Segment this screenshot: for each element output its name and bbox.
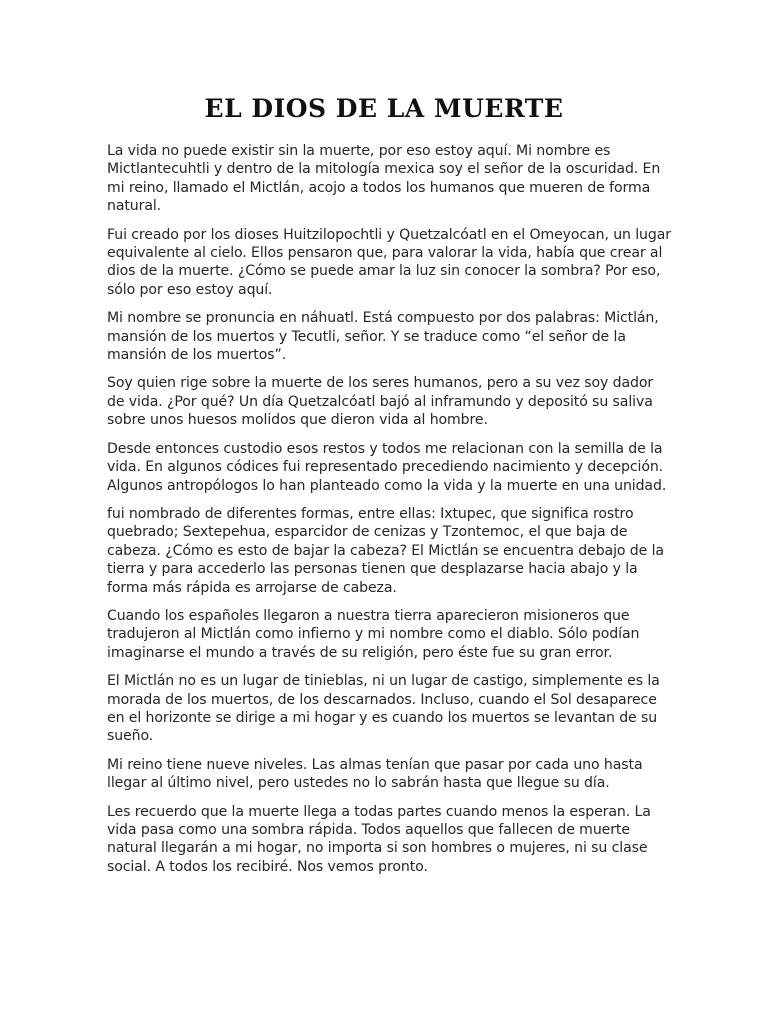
paragraph: fui nombrado de diferentes formas, entre ellas: Ixtupec, que significa rostro quebrado; Sextepehua, esparcidor de cenizas y Tzontemoc, el que baja de cabeza. ¿Cómo es esto de bajar la cabeza? El Mictlán se encuentra debajo de la tierra y para accederlo las personas tienen que desplazarse hacia abajo y la forma más rápida es arrojarse de cabeza. — [107, 505, 664, 596]
paragraph: Fui creado por los dioses Huitzilopochtli y Quetzalcóatl en el Omeyocan, un lugar equivalente al cielo. Ellos pensaron que, para valorar la vida, había que crear al dios de la muerte. ¿Cómo se puede amar la luz sin conocer la sombra? Por eso, sólo por eso estoy aquí. — [107, 226, 671, 298]
document-body — [107, 142, 673, 886]
document-title: EL DIOS DE LA MUERTE — [204, 94, 564, 123]
paragraph: Les recuerdo que la muerte llega a todas partes cuando menos la esperan. La vida pasa como una sombra rápida. Todos aquellos que fallecen de muerte natural llegarán a mi hogar, no importa si son hombres o mujeres, ni su clase social. A todos los recibiré. Nos vemos pronto. — [107, 803, 651, 875]
paragraph: Mi reino tiene nueve niveles. Las almas tenían que pasar por cada uno hasta llegar al último nivel, pero ustedes no lo sabrán hasta que llegue su día. — [107, 756, 643, 792]
paragraph: Cuando los españoles llegaron a nuestra tierra aparecieron misioneros que tradujeron al Mictlán como infierno y mi nombre como el diablo. Sólo podían imaginarse el mundo a través de su religión, pero éste fue su gran error. — [107, 607, 640, 661]
paragraph: La vida no puede existir sin la muerte, por eso estoy aquí. Mi nombre es Mictlantecuhtli y dentro de la mitología mexica soy el señor de la oscuridad. En mi reino, llamado el Mictlán, acojo a todos los humanos que mueren de forma natural. — [107, 143, 661, 215]
paragraph: Mi nombre se pronuncia en náhuatl. Está compuesto por dos palabras: Mictlán, mansión de los muertos y Tecutli, señor. Y se traduce como “el señor de la mansión de los muertos”. — [107, 310, 659, 364]
paragraph: El Mictlán no es un lugar de tinieblas, ni un lugar de castigo, simplemente es la morada de los muertos, de los descarnados. Incluso, cuando el Sol desaparece en el horizonte se dirige a mi hogar y es cuando los muertos se levantan de su sueño. — [107, 673, 660, 745]
paragraph: Desde entonces custodio esos restos y todos me relacionan con la semilla de la vida. En algunos códices fui representado precediendo nacimiento y decepción. Algunos antropólogos lo han planteado como la vida y la muerte en una unidad. — [107, 440, 667, 494]
paragraph: Soy quien rige sobre la muerte de los seres humanos, pero a su vez soy dador de vida. ¿Por qué? Un día Quetzalcóatl bajó al inframundo y depositó su saliva sobre unos huesos molidos que dieron vida al hombre. — [107, 375, 654, 429]
